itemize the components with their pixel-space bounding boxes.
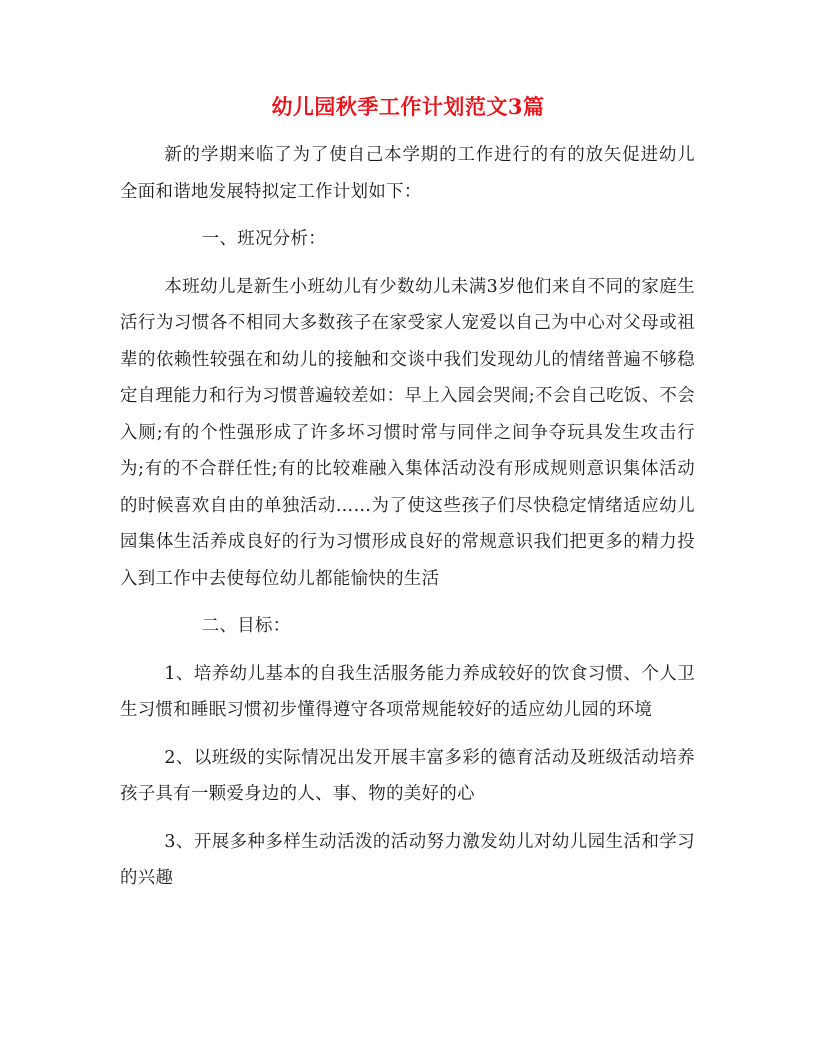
section-heading-goals: 二、目标： (201, 616, 291, 636)
goal-item: 3、开展多种多样生动活泼的活动努力激发幼儿对幼儿园生活和学习的兴趣 (120, 831, 695, 888)
goal-item: 2、以班级的实际情况出发开展丰富多彩的德育活动及班级活动培养孩子具有一颗爱身边的人、事、物的美好的心 (120, 747, 695, 804)
intro-paragraph: 新的学期来临了为了使自己本学期的工作进行的有的放矢促进幼儿全面和谐地发展特拟定工作计划如下： (120, 145, 695, 202)
class-analysis-paragraph: 本班幼儿是新生小班幼儿有少数幼儿未满3岁他们来自不同的家庭生活行为习惯各不相同大多数孩子在家受家人宠爱以自己为中心对父母或祖辈的依赖性较强在和幼儿的接触和交谈中我们发现幼儿的情绪普遍不够稳定自理能力和行为习惯普遍较差如：早上入园会哭闹;不会自己吃饭、不会入厕;有的个性强形成了许多坏习惯时常与同伴之间争夺玩具发生攻击行为;有的不合群任性;有的比较难融入集体活动没有形成规则意识集体活动的时候喜欢自由的单独活动……为了使这些孩子们尽快稳定情绪适应幼儿园集体生活养成良好的行为习惯形成良好的常规意识我们把更多的精力投入到工作中去使每位幼儿都能愉快的生活 (120, 276, 695, 589)
section-heading-class-analysis: 一、班况分析： (201, 229, 326, 249)
goal-item: 1、培养幼儿基本的自我生活服务能力养成较好的饮食习惯、个人卫生习惯和睡眠习惯初步懂得遵守各项常规能较好的适应幼儿园的环境 (120, 663, 695, 720)
document-title: 幼儿园秋季工作计划范文3篇 (271, 94, 545, 119)
document-body (120, 137, 695, 897)
